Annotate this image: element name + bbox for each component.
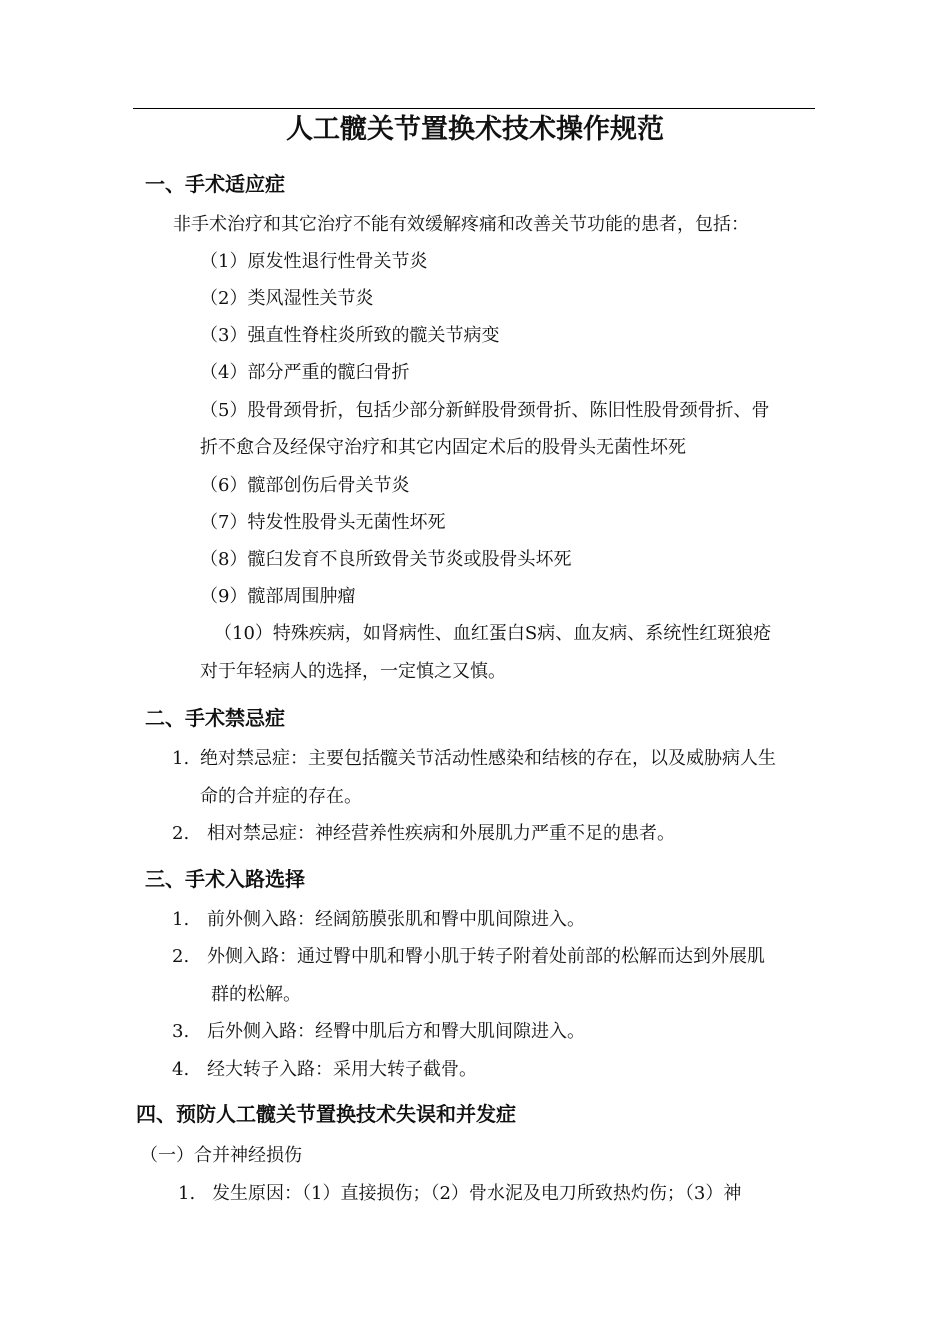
list-item-continuation: 折不愈合及经保守治疗和其它内固定术后的股骨头无菌性坏死	[200, 437, 686, 458]
list-item: （1）原发性退行性骨关节炎	[200, 251, 428, 272]
list-number: 1.	[178, 1183, 196, 1204]
list-item: （4）部分严重的髋臼骨折	[200, 362, 410, 383]
list-item: （7）特发性股骨头无菌性坏死	[200, 512, 446, 533]
list-number: 1.	[172, 909, 190, 930]
list-item: 绝对禁忌症：主要包括髋关节活动性感染和结核的存在，以及威胁病人生	[200, 748, 776, 769]
list-item: （3）强直性脊柱炎所致的髋关节病变	[200, 325, 500, 346]
list-number: 2.	[172, 823, 190, 844]
note-young-patients: 对于年轻病人的选择，一定慎之又慎。	[200, 661, 506, 682]
list-item: 相对禁忌症：神经营养性疾病和外展肌力严重不足的患者。	[207, 823, 675, 844]
section-heading-approaches: 三、手术入路选择	[145, 867, 305, 891]
list-number: 1.	[172, 748, 190, 769]
paragraph-intro: 非手术治疗和其它治疗不能有效缓解疼痛和改善关节功能的患者，包括：	[173, 214, 749, 235]
section-heading-indications: 一、手术适应症	[145, 172, 285, 196]
list-item: （10）特殊疾病，如肾病性、血红蛋白S病、血友病、系统性红斑狼疮	[214, 623, 772, 644]
list-number: 3.	[172, 1021, 190, 1042]
list-item: 外侧入路：通过臀中肌和臀小肌于转子附着处前部的松解而达到外展肌	[207, 946, 765, 967]
list-item: （6）髋部创伤后骨关节炎	[200, 475, 410, 496]
section-heading-contraindications: 二、手术禁忌症	[145, 706, 285, 730]
section-heading-complications: 四、预防人工髋关节置换技术失误和并发症	[136, 1102, 516, 1126]
list-item: （9）髋部周围肿瘤	[200, 586, 356, 607]
list-item: 前外侧入路：经阔筋膜张肌和臀中肌间隙进入。	[207, 909, 585, 930]
list-item: 经大转子入路：采用大转子截骨。	[207, 1059, 477, 1080]
list-item: （2）类风湿性关节炎	[200, 288, 374, 309]
list-item: 发生原因：（1）直接损伤；（2）骨水泥及电刀所致热灼伤；（3）神	[212, 1183, 742, 1204]
document-title: 人工髋关节置换术技术操作规范	[286, 114, 664, 145]
list-number: 4.	[172, 1059, 190, 1080]
list-item: （8）髋臼发育不良所致骨关节炎或股骨头坏死	[200, 549, 572, 570]
list-item: （5）股骨颈骨折，包括少部分新鲜股骨颈骨折、陈旧性股骨颈骨折、骨	[200, 400, 770, 421]
list-item: 后外侧入路：经臀中肌后方和臀大肌间隙进入。	[207, 1021, 585, 1042]
list-item-continuation: 命的合并症的存在。	[200, 786, 362, 807]
subsection-heading: （一）合并神经损伤	[140, 1145, 302, 1166]
header-rule	[133, 108, 815, 109]
list-item-continuation: 群的松解。	[211, 984, 301, 1005]
list-number: 2.	[172, 946, 190, 967]
